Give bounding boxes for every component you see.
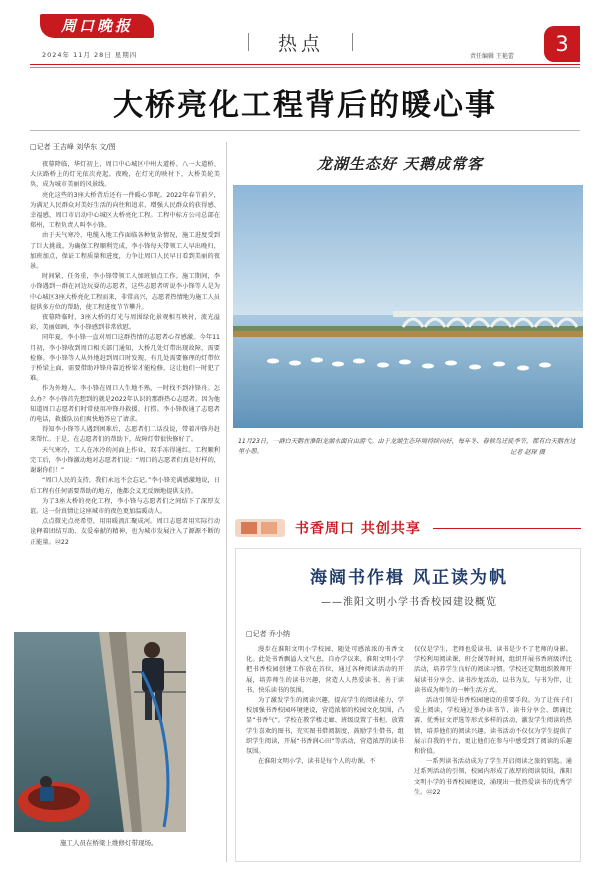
article-paragraph: 时间紧、任务重，李小锋带领工人加班加点工作。施工期间，李小锋遇到一群在河边玩耍的志愿者，这些志愿者听说李小锋等人是为中心城区3座大桥亮化工程而来，非常高兴，志愿者热情地为施工人员提供多方位的帮助，使工程进度节节攀升。 bbox=[30, 273, 220, 311]
column-divider bbox=[226, 142, 227, 862]
newspaper-logo: 周口晚报 bbox=[40, 14, 154, 38]
feature-column-right bbox=[414, 645, 572, 855]
page-number: 3 bbox=[544, 26, 580, 62]
masthead-rule bbox=[30, 64, 580, 65]
feature-byline: □记者 乔小纳 bbox=[246, 630, 290, 638]
feature-title: 海阔书作楫 风正读为帆 bbox=[310, 568, 508, 588]
article-paragraph: 点点微光点亮希望，用用暖流汇聚成河。周口志愿者用实际行动诠释着团结互助、友爱奉献的精神，也为城市发展注入了源源不断的正能量。㉒22 bbox=[30, 518, 220, 546]
section-title: 热点 bbox=[277, 33, 324, 55]
article-paragraph: 由于天气寒冷、电缆入地工作面临各种复杂情况，施工进度受到了巨大挑战。为确保工程顺利完成，李小锋每天带领工人早出晚归，加班加点，保证工程质量和进度，力争让周口人民早日看到美丽的夜景。 bbox=[30, 232, 220, 271]
page-headline: 大桥亮化工程背后的暖心事 bbox=[113, 88, 497, 123]
responsible-editor: 责任编辑 王艳蕾 bbox=[470, 53, 514, 60]
feature-paragraph: 在淮阳文明小学，读书是每个人的功课。不 bbox=[258, 758, 376, 766]
article-byline: □记者 王吉峰 刘华东 文/图 bbox=[30, 143, 116, 151]
masthead bbox=[0, 0, 600, 70]
banner-text: 书香周口 共创共享 bbox=[295, 521, 421, 537]
article-paragraph: “周口人民的支持，我们永远不会忘记。”李小锋充满感激地说，日后工程有任何需要帮助的地方，他都会义无反顾地提供支持。 bbox=[30, 477, 220, 495]
article-paragraph: 为了3座大桥的亮化工程，李小锋与志愿者们之间结下了深厚友谊。这一份真情让这座城市的夜色更加温暖动人。 bbox=[30, 497, 220, 515]
article-paragraph: 亮化这些的3座大桥背后还有一件暖心事呢。2022年春节前夕，为满足人民群众对美好生活的向往和追求，增强人民群众的获得感、幸福感，周口市启动中心城区大桥亮化工程。工程中标方公司总部在郑州，工程负责人叫李小锋。 bbox=[30, 191, 220, 230]
issue-date: 2024年 11月 28日 星期四 bbox=[42, 51, 138, 59]
feature-subtitle: ——淮阳文明小学书香校园建设概览 bbox=[321, 597, 497, 608]
feature-paragraph: 仅仅是学生，老师也爱读书，读书是少不了老师的身影。学校利用阅读课、班会课等时间，组织开展书香班级评比活动，培养学生良好的阅读习惯。学校还定期组织教师开展读书分享会、读书沙龙活动，以书为友，与书为伴，让读书成为师生的一种生活方式。 bbox=[414, 646, 572, 694]
bridge-repair-photo bbox=[14, 632, 186, 832]
article-paragraph: 作为外地人，李小锋在周口人生地不熟，一时找不到冲锋舟。怎么办？李小锋首先想到的就是2022年认识的那群热心志愿者。因为他知道周口志愿者们时常使用冲锋舟救援、打捞。李小锋拨通了志愿者的电话，救援队员们爽快地答应了请求。 bbox=[30, 385, 220, 424]
photo-heading: 龙湖生态好 天鹅成常客 bbox=[316, 155, 484, 173]
article-paragraph: 天气寒冷，工人在冰冷的河面上作业，双手冻得通红。工程顺利完工后，李小锋激动地对志愿者们说：“周口的志愿者们真是好样的，谢谢你们！” bbox=[30, 446, 220, 475]
masthead-rule-thin bbox=[30, 67, 580, 68]
feature-article bbox=[235, 548, 581, 862]
swan-photo-credit: 记者 赵琛 摄 bbox=[510, 449, 545, 456]
feature-paragraph: 为了激发学生的阅读兴趣，提高学生的阅读能力，学校加强书香校园环境建设，营造浓郁的校园文化氛围，凸显“书香气”。学校在教学楼走廊、班级设置了书柜，放置学生喜欢的图书，充实图书借阅制度，鼓励学生借书，组织学生阅读，开展“书香润心田”等活动，营造浓厚的读书氛围。 bbox=[246, 697, 404, 756]
bridge-photo-caption: 施工人员在桥梁上维修灯带现场。 bbox=[60, 839, 158, 847]
feature-paragraph: 漫步在淮阳文明小学校园，随处可感浓浓的书香文化。此处书香飘溢人文气息，自办学以来，淮阳文明小学把书香校园创建工作放在首位，通过各种阅读活动的开展，培养师生的读书兴趣，营造人人热爱读书、善于读书、快乐读书的氛围。 bbox=[246, 646, 404, 694]
article-paragraph: 夜幕降临，华灯初上，周口中心城区中州大道桥、八一大道桥、大庆路桥上的灯光依次亮起。夜晚，在灯光的映衬下，大桥美轮美奂，成为城市美丽的风景线。 bbox=[30, 161, 220, 189]
headline-rule bbox=[30, 130, 580, 131]
section-divider-right bbox=[352, 33, 353, 51]
article-body bbox=[30, 160, 220, 548]
feature-paragraph: 一系列读书活动成为了学生开启阅读之旅的钥匙。通过系列活动的引领，校园内形成了浓厚的阅读氛围，淮阳文明小学的书香校园建设，涌现出一批热爱读书的优秀学生。㉒22 bbox=[414, 758, 572, 796]
banner-rule bbox=[433, 528, 581, 529]
swan-lake-photo bbox=[233, 185, 583, 428]
article-paragraph: 同年夏，李小锋一直对周口这群热情的志愿者心存感激。今年11月初，李小锋收到周口相关部门通知，大桥几处灯带出现故障，需要检修。李小锋等人从外地赶到周口时发现，有几处需要修理的灯带位于桥梁上面，需要借助冲锋舟靠近桥梁才能检修，这让他们一时犯了难。 bbox=[30, 334, 220, 383]
feature-paragraph: 活动引领是书香校园建设的重要手段。为了让孩子们爱上阅读，学校通过举办读书节、读书分享会、朗诵比赛、优秀征文评选等形式多样的活动，激发学生阅读的热情，培养他们的阅读兴趣。读书活动不仅仅为学生提供了展示自我的平台，更让他们在参与中感受到了阅读的乐趣和价值。 bbox=[414, 697, 572, 756]
section-banner bbox=[233, 515, 583, 541]
banner-book-icon bbox=[233, 515, 289, 541]
swan-photo-caption: 11月23日，一群白天鹅在淮阳龙湖水面自由游弋。由于龙湖生态环境持续向好，每年冬、春候鸟迁徙季节，都有白天鹅在这里小憩。 bbox=[238, 438, 576, 455]
article-paragraph: 夜幕降临时，3座大桥的灯光与周围绿化景观相互映衬，流光溢彩，美丽如画，李小锋感到非常欣慰。 bbox=[30, 314, 220, 332]
article-paragraph: 得知李小锋等人遇到困难后，志愿者们二话没说，带着冲锋舟赶来帮忙。于是，在志愿者们的帮助下，故障灯带很快修好了。 bbox=[30, 426, 220, 444]
feature-column-left bbox=[246, 645, 404, 855]
